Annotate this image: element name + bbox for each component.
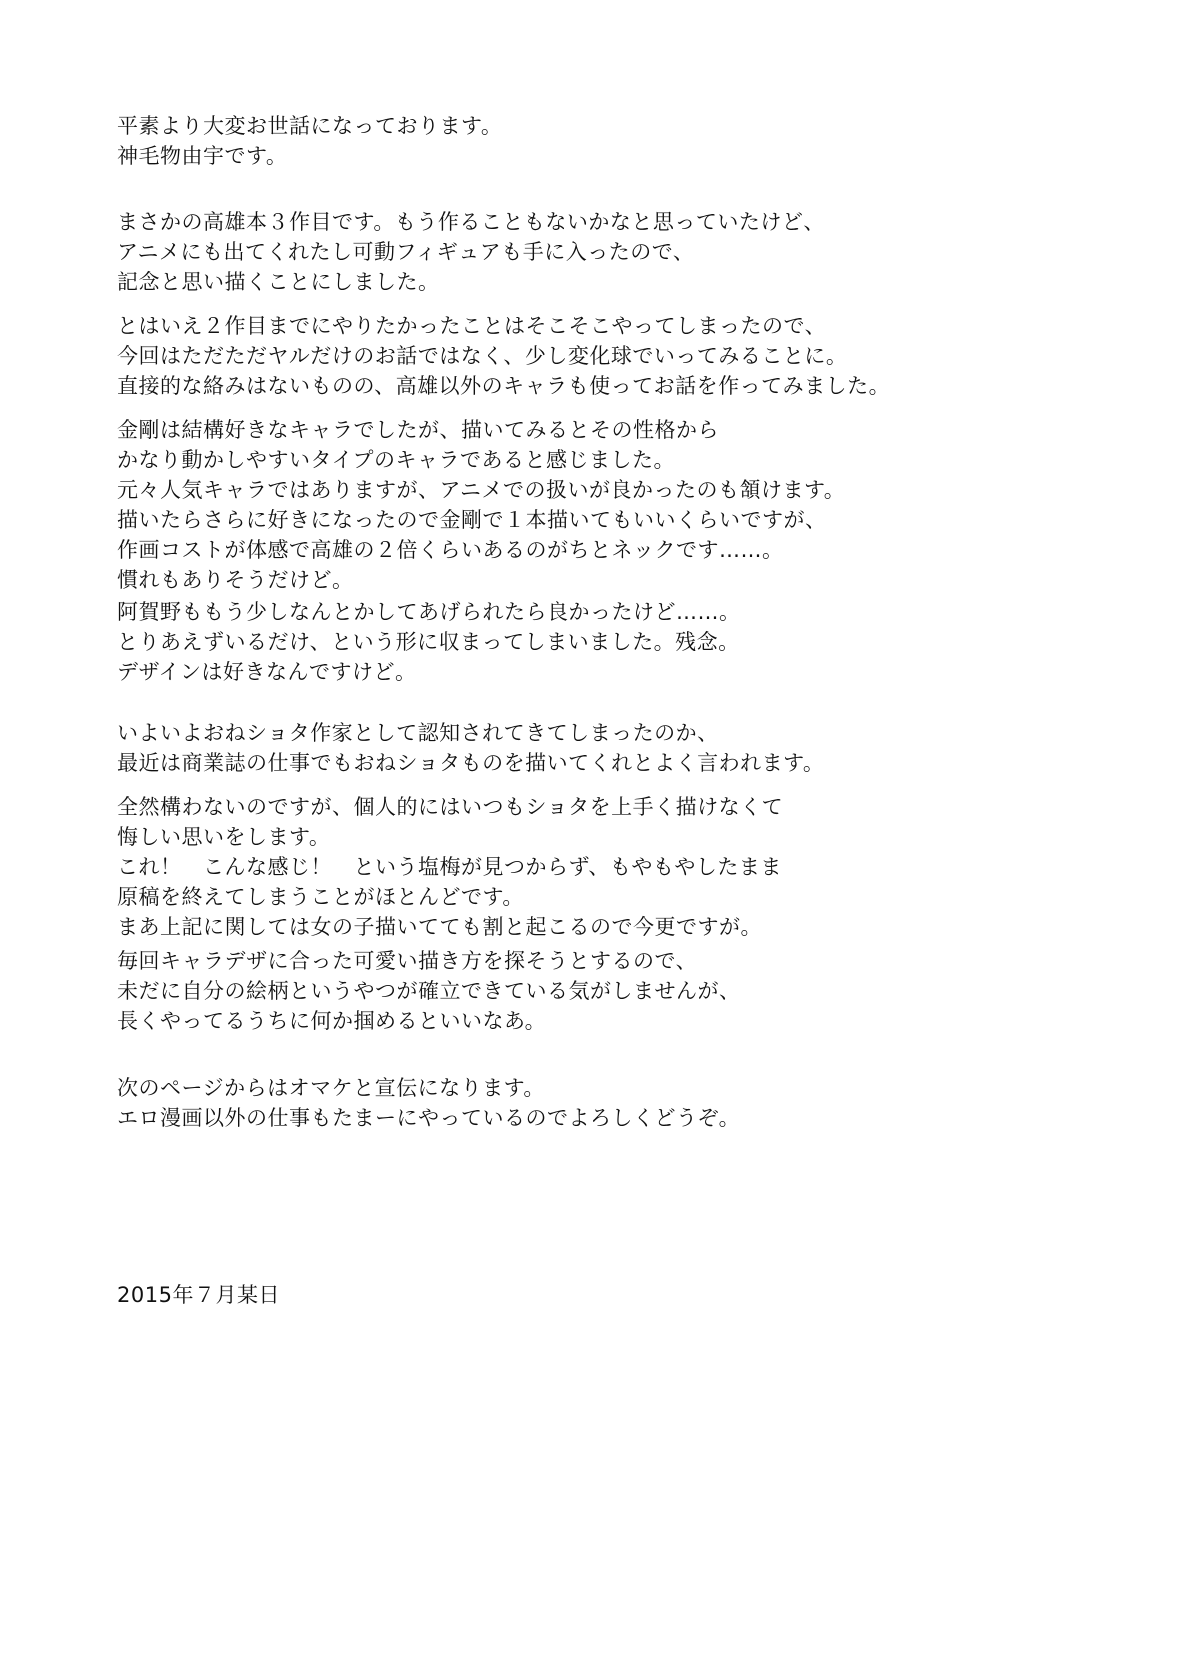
text-line: 今回はただただヤルだけのお話ではなく、少し変化球でいってみることに。 — [117, 344, 848, 368]
paragraph-next-page — [117, 1073, 1117, 1133]
paragraph-third-book — [117, 207, 1117, 297]
text-line: 神毛物由宇です。 — [117, 144, 288, 168]
document-date: 2015年７月某日 — [117, 1283, 280, 1307]
paragraph-onesho — [117, 718, 1117, 778]
text-line: 次のページからはオマケと宣伝になります。 — [117, 1076, 545, 1100]
text-line: 元々人気キャラではありますが、アニメでの扱いが良かったのも頷けます。 — [117, 478, 846, 502]
paragraph-kongou — [117, 415, 1117, 595]
paragraph-agano — [117, 597, 1117, 687]
paragraph-change-up — [117, 311, 1117, 401]
text-line: 阿賀野ももう少しなんとかしてあげられたら良かったけど……。 — [117, 600, 741, 624]
text-line: とはいえ２作目までにやりたかったことはそこそこやってしまったので、 — [117, 314, 827, 338]
text-line: 描いたらさらに好きになったので金剛で１本描いてもいいくらいですが、 — [117, 508, 827, 532]
text-line: かなり動かしやすいタイプのキャラであると感じました。 — [117, 448, 675, 472]
text-line: 直接的な絡みはないものの、高雄以外のキャラも使ってお話を作ってみました。 — [117, 374, 891, 398]
text-line: 悔しい思いをします。 — [117, 825, 331, 849]
text-line: アニメにも出てくれたし可動フィギュアも手に入ったので、 — [117, 240, 695, 264]
text-line: 平素より大変お世話になっております。 — [117, 114, 503, 138]
text-line: いよいよおねショタ作家として認知されてきてしまったのか、 — [117, 721, 719, 745]
text-line: 長くやってるうちに何か掴めるといいなあ。 — [117, 1009, 547, 1033]
paragraph-art-style — [117, 946, 1117, 1036]
text-line: これ！ こんな感じ！ という塩梅が見つからず、もやもやしたまま — [117, 855, 782, 879]
text-line: とりあえずいるだけ、という形に収まってしまいました。残念。 — [117, 630, 740, 654]
text-line: デザインは好きなんですけど。 — [117, 660, 417, 684]
text-line: 原稿を終えてしまうことがほとんどです。 — [117, 885, 524, 909]
text-line: 金剛は結構好きなキャラでしたが、描いてみるとその性格から — [117, 418, 719, 442]
paragraph-greeting — [117, 111, 1117, 171]
text-line: まあ上記に関しては女の子描いてても割と起こるので今更ですが。 — [117, 915, 762, 939]
text-line: まさかの高雄本３作目です。もう作ることもないかなと思っていたけど、 — [117, 210, 825, 234]
text-line: 記念と思い描くことにしました。 — [117, 270, 440, 294]
text-line: 最近は商業誌の仕事でもおねショタものを描いてくれとよく言われます。 — [117, 751, 825, 775]
paragraph-shota-drawing — [117, 792, 1117, 942]
text-line: 毎回キャラデザに合った可愛い描き方を探そうとするので、 — [117, 949, 698, 973]
text-line: 未だに自分の絵柄というやつが確立できている気がしませんが、 — [117, 979, 741, 1003]
text-line: 慣れもありそうだけど。 — [117, 568, 354, 592]
text-line: 全然構わないのですが、個人的にはいつもショタを上手く描けなくて — [117, 795, 784, 819]
text-line: エロ漫画以外の仕事もたまーにやっているのでよろしくどうぞ。 — [117, 1106, 741, 1130]
text-line: 作画コストが体感で高雄の２倍くらいあるのがちとネックです……。 — [117, 538, 784, 562]
